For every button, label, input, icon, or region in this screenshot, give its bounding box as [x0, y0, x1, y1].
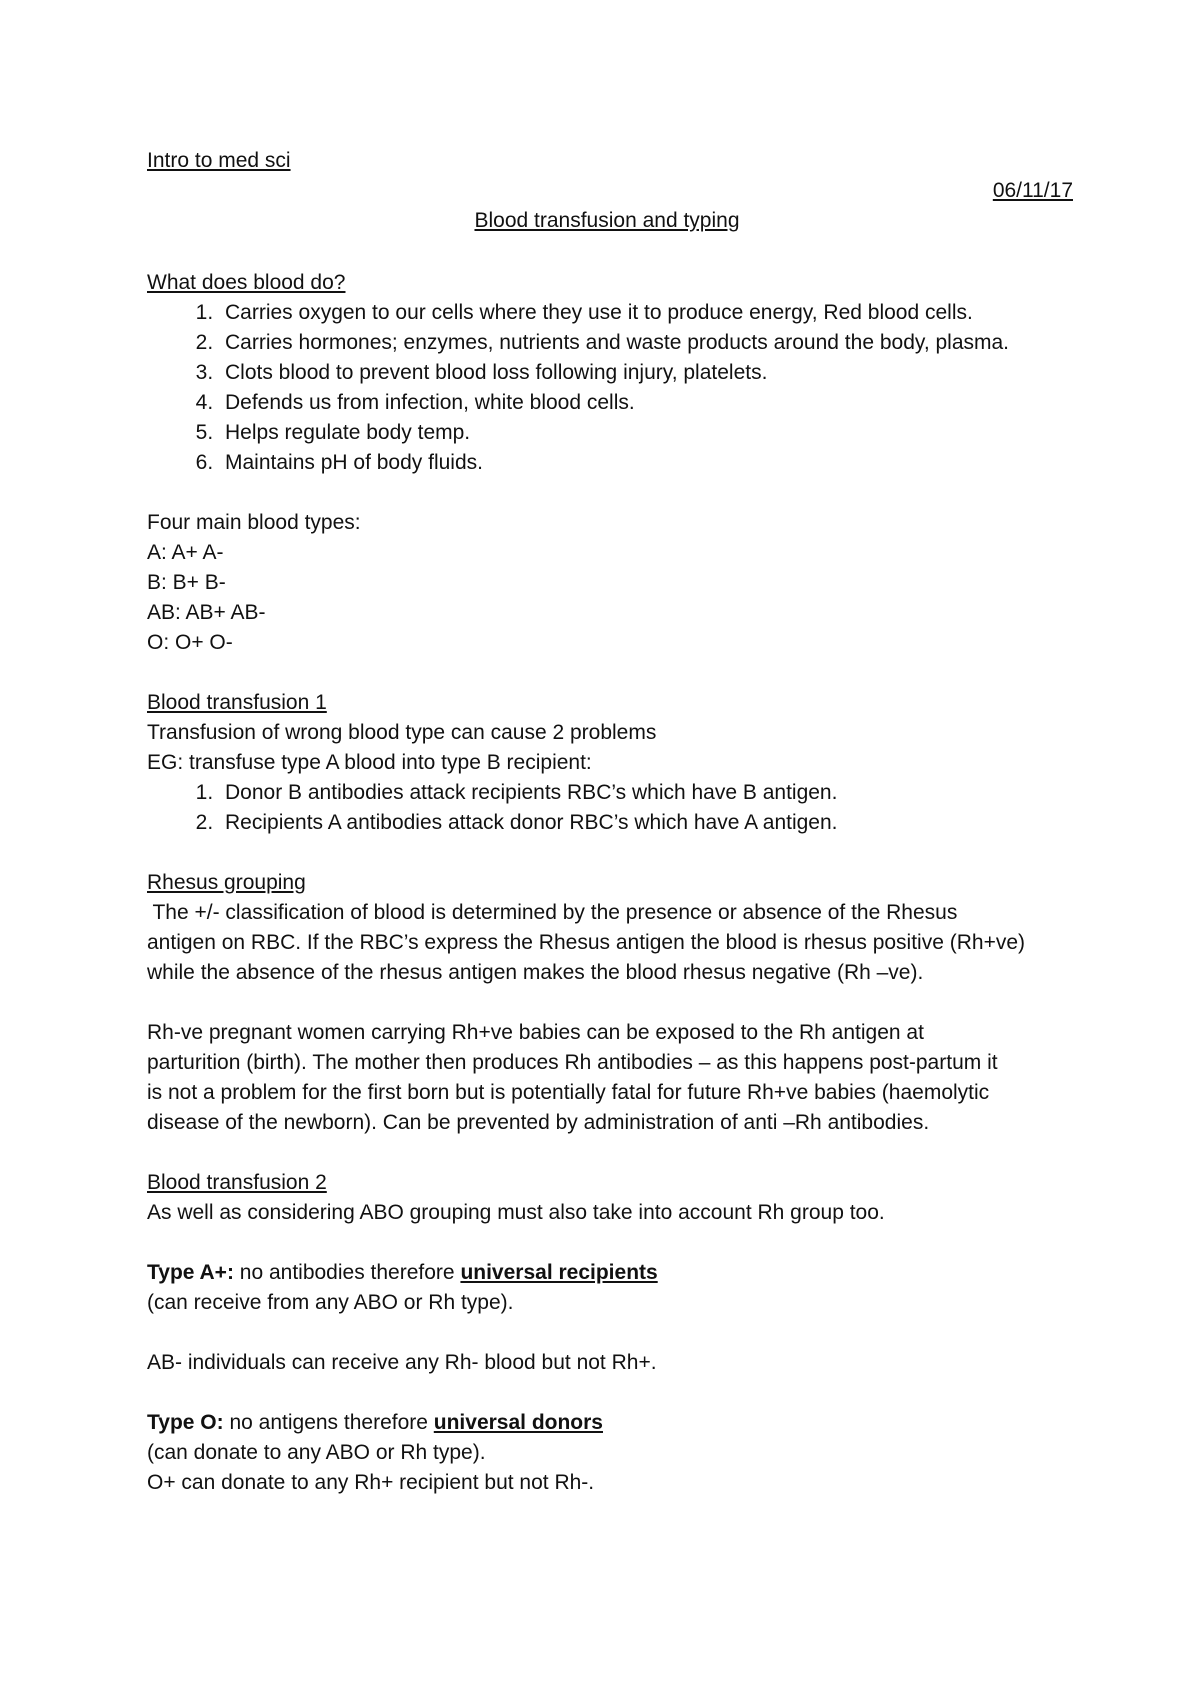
course-title: Intro to med sci — [147, 149, 291, 172]
type-o-text: no antigens therefore — [223, 1411, 434, 1434]
spacer — [147, 478, 1067, 508]
blood-type-line: A: A+ A- — [147, 541, 224, 564]
list-item: 1. Carries oxygen to our cells where they use it to produce energy, Red blood cells. — [219, 298, 1067, 328]
list-item: 1. Donor B antibodies attack recipients RBC’s which have B antigen. — [219, 778, 1067, 808]
list-item: 5. Helps regulate body temp. — [219, 418, 1067, 448]
rhesus-paragraph-line: is not a problem for the first born but is potentially fatal for future Rh+ve babies (haemolytic — [147, 1081, 990, 1104]
rhesus-paragraph-line: disease of the newborn). Can be prevented by administration of anti –Rh antibodies. — [147, 1111, 930, 1134]
spacer — [147, 1138, 1067, 1168]
blood-functions-list — [147, 298, 1067, 478]
universal-recipients-term: universal recipients — [460, 1261, 658, 1284]
section-heading-transfusion-2: Blood transfusion 2 — [147, 1171, 327, 1194]
type-o-label: Type O: — [147, 1411, 224, 1434]
blood-type-line: AB: AB+ AB- — [147, 601, 266, 624]
spacer — [147, 838, 1067, 868]
type-o-note: (can donate to any ABO or Rh type). — [147, 1441, 486, 1464]
list-item: 4. Defends us from infection, white blood cells. — [219, 388, 1067, 418]
spacer — [147, 236, 1067, 266]
o-pos-line: O+ can donate to any Rh+ recipient but not Rh-. — [147, 1471, 595, 1494]
section-heading-blood-types: Four main blood types: — [147, 511, 361, 534]
type-o-line — [147, 1408, 1067, 1438]
type-a-line — [147, 1258, 1067, 1288]
transfusion-problems-list — [147, 778, 1067, 838]
list-item: 2. Carries hormones; enzymes, nutrients and waste products around the body, plasma. — [219, 328, 1067, 358]
transfusion-1-line: Transfusion of wrong blood type can cause 2 problems — [147, 721, 657, 744]
type-a-label: Type A+: — [147, 1261, 234, 1284]
rhesus-paragraph-line: while the absence of the rhesus antigen makes the blood rhesus negative (Rh –ve). — [147, 961, 924, 984]
universal-donors-term: universal donors — [433, 1411, 603, 1434]
list-item: 3. Clots blood to prevent blood loss following injury, platelets. — [219, 358, 1067, 388]
rhesus-paragraph-line: parturition (birth). The mother then produces Rh antibodies – as this happens post-partum it — [147, 1051, 998, 1074]
document-body — [147, 146, 1073, 1498]
transfusion-1-example: EG: transfuse type A blood into type B recipient: — [147, 751, 592, 774]
transfusion-2-line: As well as considering ABO grouping must also take into account Rh group too. — [147, 1201, 885, 1224]
spacer — [147, 658, 1067, 688]
section-heading-rhesus: Rhesus grouping — [147, 871, 306, 894]
rhesus-paragraph-line: Rh-ve pregnant women carrying Rh+ve babies can be exposed to the Rh antigen at — [147, 1021, 924, 1044]
spacer — [147, 1318, 1067, 1348]
list-item: 2. Recipients A antibodies attack donor RBC’s which have A antigen. — [219, 808, 1067, 838]
spacer — [147, 1378, 1067, 1408]
spacer — [147, 1228, 1067, 1258]
blood-type-line: O: O+ O- — [147, 631, 233, 654]
section-heading-blood-functions: What does blood do? — [147, 271, 346, 294]
rhesus-paragraph-line: antigen on RBC. If the RBC’s express the Rhesus antigen the blood is rhesus positive (Rh+ve) — [147, 931, 1026, 954]
list-item: 6. Maintains pH of body fluids. — [219, 448, 1067, 478]
section-heading-transfusion-1: Blood transfusion 1 — [147, 691, 327, 714]
type-a-text: no antibodies therefore — [233, 1261, 461, 1284]
spacer — [147, 988, 1067, 1018]
blood-type-line: B: B+ B- — [147, 571, 226, 594]
rhesus-paragraph-line: The +/- classification of blood is determined by the presence or absence of the Rhesus — [147, 901, 958, 924]
type-a-note: (can receive from any ABO or Rh type). — [147, 1291, 514, 1314]
ab-neg-line: AB- individuals can receive any Rh- blood but not Rh+. — [147, 1351, 657, 1374]
document-date: 06/11/17 — [992, 179, 1073, 202]
document-title: Blood transfusion and typing — [474, 209, 740, 232]
